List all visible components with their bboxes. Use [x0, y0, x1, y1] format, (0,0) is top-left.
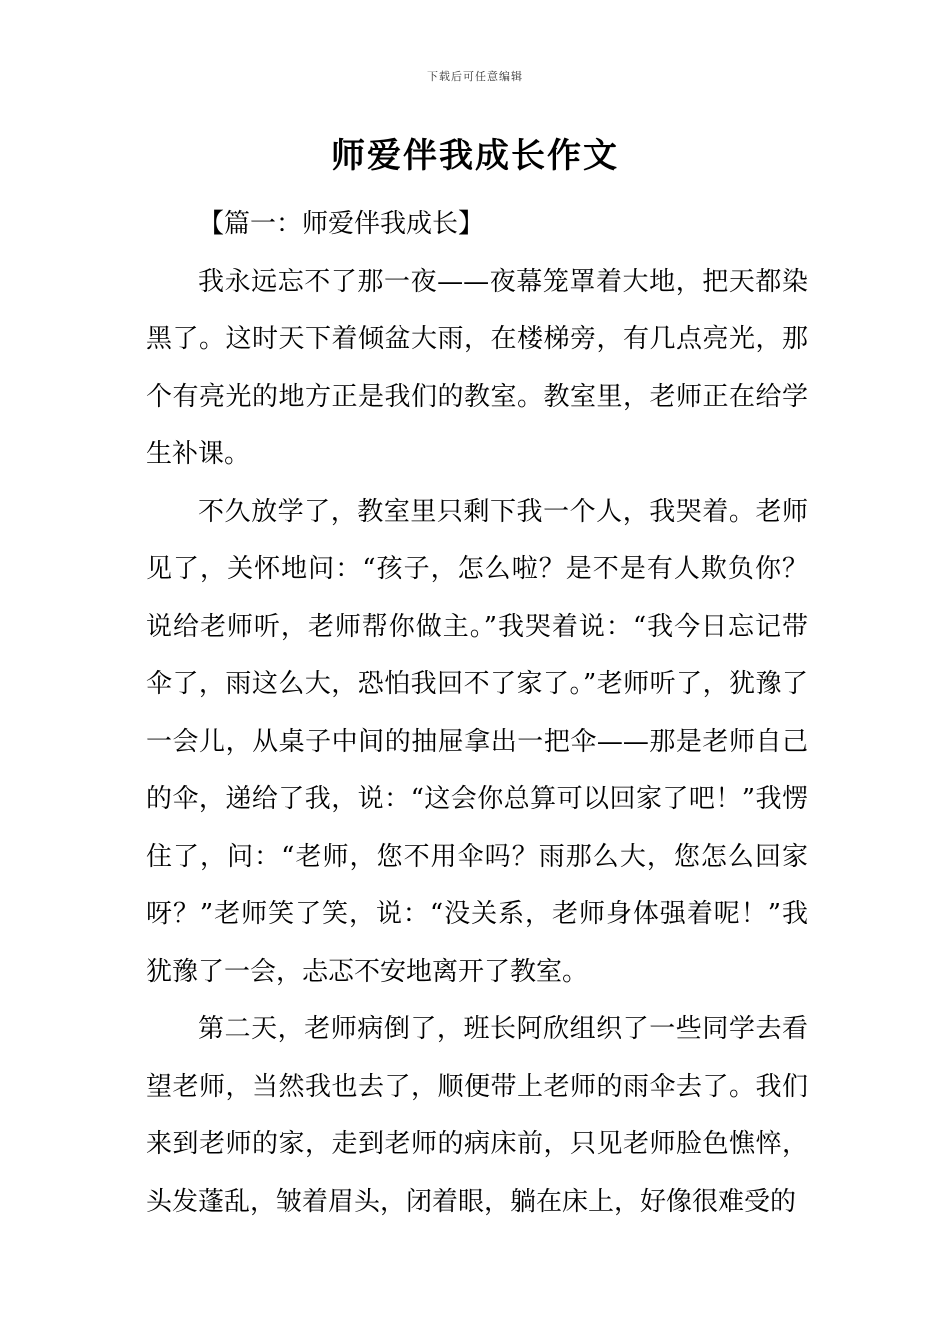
paragraph-3: 第二天，老师病倒了，班长阿欣组织了一些同学去看望老师，当然我也去了，顺便带上老师的雨伞去了。我们来到老师的家，走到老师的病床前，只见老师脸色憔悴，头发蓬乱，皱着眉头，闭着眼，躺在床上，好像很难受的	[146, 1014, 808, 1217]
document-title: 师爱伴我成长作文	[331, 136, 619, 176]
paragraph-2: 不久放学了，教室里只剩下我一个人，我哭着。老师见了，关怀地问：“孩子，怎么啦？是不是有人欺负你？说给老师听，老师帮你做主。”我哭着说：“我今日忘记带伞了，雨这么大，恐怕我回不了家了。”老师听了，犹豫了一会儿，从桌子中间的抽屉拿出一把伞——那是老师自己的伞，递给了我，说：“这会你总算可以回家了吧！”我愣住了，问：“老师，您不用伞吗？雨那么大，您怎么回家呀？”老师笑了笑，说：“没关系，老师身体强着呢！”我犹豫了一会，忐忑不安地离开了教室。	[146, 496, 808, 987]
document-body	[146, 196, 808, 1231]
header-note: 下载后可任意编辑	[427, 70, 523, 83]
section-heading: 【篇一：师爱伴我成长】	[198, 209, 485, 239]
paragraph-1: 我永远忘不了那一夜——夜幕笼罩着大地，把天都染黑了。这时天下着倾盆大雨，在楼梯旁，有几点亮光，那个有亮光的地方正是我们的教室。教室里，老师正在给学生补课。	[146, 266, 808, 469]
